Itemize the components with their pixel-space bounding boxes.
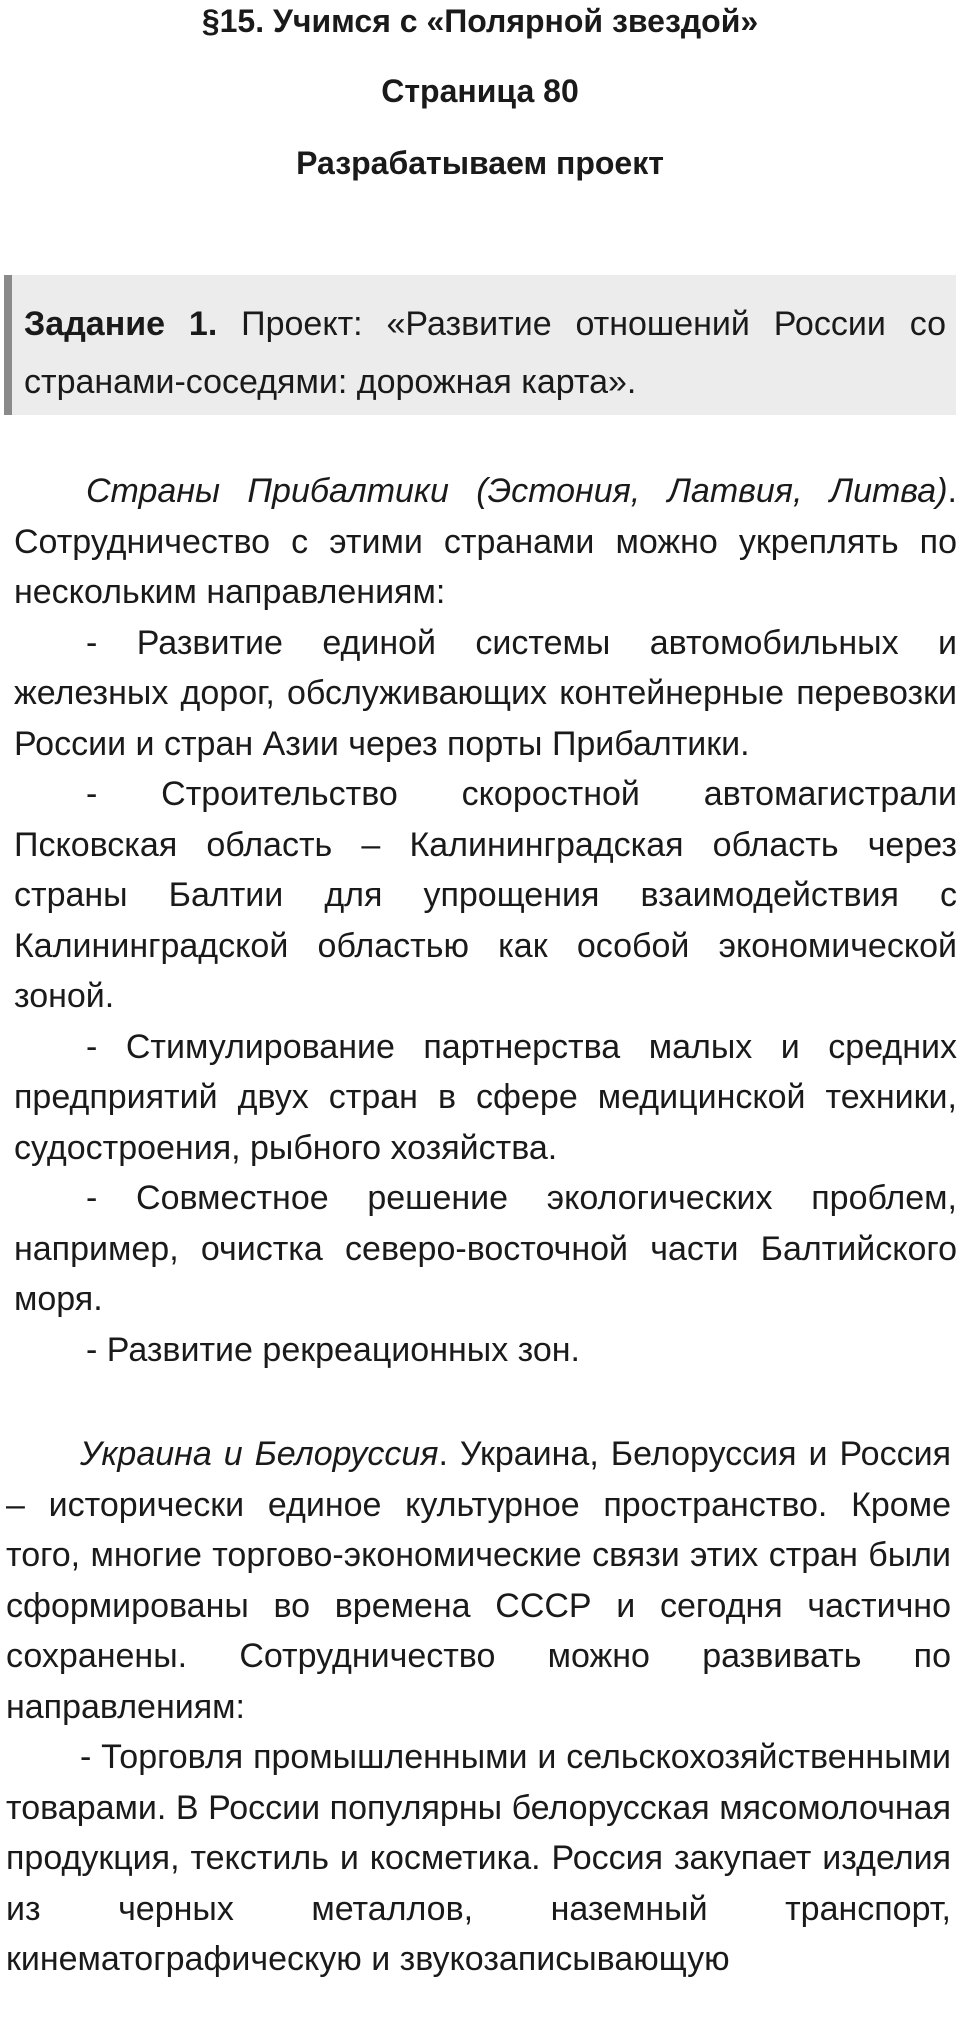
page-subtitle: Разрабатываем проект (296, 145, 664, 181)
ukraine-section (6, 1429, 951, 1985)
list-item: - Развитие рекреационных зон. (86, 1330, 580, 1369)
baltic-section (14, 466, 957, 1375)
task-box (4, 275, 956, 415)
list-item: - Совместное решение экологических проблем, например, очистка северо-восточной части Балтийского моря. (14, 1179, 957, 1318)
list-item: - Торговля промышленными и сельскохозяйственными товарами. В России популярны белорусская мясомолочная продукция, текстиль и косметика. Россия закупает изделия из черных металлов, наземный транспорт, кинематографическую и звукозаписывающую (6, 1738, 951, 1978)
section-title: §15. Учимся с «Полярной звездой» (201, 3, 759, 39)
baltic-intro: . Сотрудничество с этими странами можно укреплять по нескольким направлениям: (14, 472, 957, 611)
ukraine-heading: Украина и Белоруссия (80, 1435, 439, 1473)
list-item: - Строительство скоростной автомагистрали Псковская область – Калининградская область через страны Балтии для упрощения взаимодействия с Калининградской областью как особой экономической зоной. (14, 775, 957, 1015)
list-item: - Стимулирование партнерства малых и средних предприятий двух стран в сфере медицинской техники, судостроения, рыбного хозяйства. (14, 1027, 957, 1167)
ukraine-intro: . Украина, Белоруссия и Россия – исторически единое культурное пространство. Кроме того, многие торгово-экономические связи этих стран были сформированы во времена СССР и сегодня частично сохранены. Сотрудничество можно развивать по направлениям: (6, 1435, 951, 1726)
page-number: Страница 80 (381, 73, 579, 109)
task-text: Проект: «Развитие отношений России со странами-соседями: дорожная карта». (24, 305, 946, 401)
task-label: Задание 1. (24, 305, 218, 343)
ukraine-intro-paragraph (6, 1429, 951, 1732)
baltic-intro-paragraph (14, 466, 957, 618)
list-item: - Развитие единой системы автомобильных и железных дорог, обслуживающих контейнерные перевозки России и стран Азии через порты Прибалтики. (14, 623, 957, 763)
baltic-heading: Страны Прибалтики (Эстония, Латвия, Литва) (86, 472, 948, 510)
